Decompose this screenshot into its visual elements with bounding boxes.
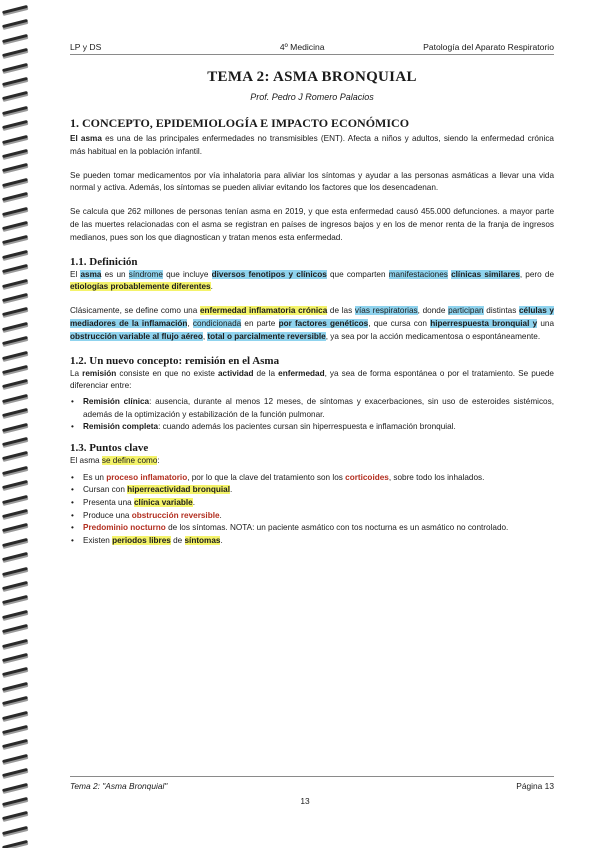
spiral-ring bbox=[2, 826, 28, 835]
spiral-ring bbox=[2, 595, 28, 604]
spiral-ring bbox=[2, 725, 28, 734]
list-item: • Presenta una clínica variable. bbox=[81, 497, 554, 510]
spiral-ring bbox=[2, 797, 28, 806]
page-header bbox=[70, 42, 554, 55]
remission-list bbox=[70, 396, 554, 434]
spiral-ring bbox=[2, 34, 28, 43]
spiral-ring bbox=[2, 754, 28, 763]
key-points-list bbox=[70, 472, 554, 548]
spiral-ring bbox=[2, 696, 28, 705]
spiral-ring bbox=[2, 336, 28, 345]
header-left: LP y DS bbox=[70, 42, 102, 52]
spiral-ring bbox=[2, 307, 28, 316]
spiral-ring bbox=[2, 581, 28, 590]
spiral-ring bbox=[2, 149, 28, 158]
list-item: • Existen periodos libres de síntomas. bbox=[81, 535, 554, 548]
section-1-2-heading: 1.2. Un nuevo concepto: remisión en el Asma bbox=[70, 354, 280, 367]
document-title: TEMA 2: ASMA BRONQUIAL bbox=[207, 69, 417, 85]
spiral-ring bbox=[2, 538, 28, 547]
spiral-ring bbox=[2, 494, 28, 503]
spiral-ring bbox=[2, 667, 28, 676]
section-1-paragraph-1: El asma es una de las principales enfermedades no transmisibles (ENT). Afecta a niños y adultos, siendo la enfermedad crónica más habitual en la población infantil. bbox=[70, 134, 554, 156]
section-1-paragraph-3: Se calcula que 262 millones de personas tenían asma en 2019, y que esta enfermedad causó 455.000 defunciones. a mayor parte de las muertes relacionadas con el asma se registran en países de ingresos bajos y en los de menor renta de la franja de ingresos medianos, pues son los que diagnostican y tratan menos esta enfermedad. bbox=[70, 207, 554, 242]
spiral-ring bbox=[2, 91, 28, 100]
header-center: 4º Medicina bbox=[279, 42, 325, 52]
spiral-ring bbox=[2, 394, 28, 403]
spiral-ring bbox=[2, 840, 28, 848]
spiral-ring bbox=[2, 62, 28, 71]
spiral-ring bbox=[2, 768, 28, 777]
spiral-ring bbox=[2, 221, 28, 230]
key-points-intro: El asma se define como: bbox=[70, 455, 160, 465]
spiral-ring bbox=[2, 106, 28, 115]
spiral-ring bbox=[2, 350, 28, 359]
spiral-ring bbox=[2, 192, 28, 201]
document-page bbox=[40, 34, 570, 824]
definition-paragraph-1: El asma es un síndrome que incluye diversos fenotipos y clínicos que comparten manifestaciones clínicas similares, pero de etiologías probablemente diferentes. bbox=[70, 269, 554, 292]
spiral-ring bbox=[2, 365, 28, 374]
spiral-ring bbox=[2, 48, 28, 57]
spiral-ring bbox=[2, 5, 28, 14]
spiral-ring bbox=[2, 739, 28, 748]
spiral-ring bbox=[2, 451, 28, 460]
spiral-ring bbox=[2, 264, 28, 273]
spiral-ring bbox=[2, 408, 28, 417]
list-item: • Cursan con hiperreactividad bronquial. bbox=[81, 484, 554, 497]
spiral-ring bbox=[2, 782, 28, 791]
spiral-ring bbox=[2, 322, 28, 331]
spiral-ring bbox=[2, 134, 28, 143]
spiral-ring bbox=[2, 638, 28, 647]
list-item: • Produce una obstrucción reversible. bbox=[81, 510, 554, 523]
footer-right: Página 13 bbox=[516, 781, 554, 791]
spiral-ring bbox=[2, 653, 28, 662]
spiral-ring bbox=[2, 682, 28, 691]
spiral-ring bbox=[2, 624, 28, 633]
spiral-ring bbox=[2, 610, 28, 619]
page-number: 13 bbox=[300, 796, 310, 806]
definition-paragraph-2: Clásicamente, se define como una enfermedad inflamatoria crónica de las vías respiratorias, donde participan distintas células y mediadores de la inflamación, condicionada en parte por factores genéticos, que cursa con hiperrespuesta bronquial y una obstrucción variable al flujo aéreo, total o parcialmente reversible, ya sea por la acción medicamentosa o espontáneamente. bbox=[70, 306, 554, 341]
list-item: • Remisión completa: cuando además los pacientes cursan sin hiperrespuesta e inflamación bronquial. bbox=[81, 421, 554, 434]
footer-left: Tema 2: "Asma Bronquial" bbox=[70, 781, 168, 791]
spiral-ring bbox=[2, 379, 28, 388]
section-1-heading: 1. CONCEPTO, EPIDEMIOLOGÍA E IMPACTO ECONÓMICO bbox=[70, 116, 410, 130]
spiral-ring bbox=[2, 523, 28, 532]
spiral-ring bbox=[2, 509, 28, 518]
list-item: • Remisión clínica: ausencia, durante al menos 12 meses, de síntomas y exacerbaciones, sin uso de esteroides sistémicos, además de la optimización y estabilización de la función pulmonar. bbox=[81, 396, 554, 421]
section-1-paragraph-2: Se pueden tomar medicamentos por vía inhalatoria para aliviar los síntomas y ayudar a las personas asmáticas a llevar una vida normal y activa. Además, los síntomas se pueden aliviar evitando los factores que los desencadenan. bbox=[70, 170, 554, 193]
list-item: • Predominio nocturno de los síntomas. NOTA: un paciente asmático con tos nocturna es un asmático no controlado. bbox=[81, 522, 554, 535]
spiral-ring bbox=[2, 437, 28, 446]
page-footer bbox=[70, 776, 554, 791]
spiral-ring bbox=[2, 250, 28, 259]
spiral-ring bbox=[2, 178, 28, 187]
document-author: Prof. Pedro J Romero Palacios bbox=[250, 92, 374, 102]
spiral-ring bbox=[2, 19, 28, 28]
spiral-ring bbox=[2, 566, 28, 575]
spiral-ring bbox=[2, 77, 28, 86]
spiral-ring bbox=[2, 466, 28, 475]
spiral-ring bbox=[2, 163, 28, 172]
spiral-ring bbox=[2, 278, 28, 287]
spiral-ring bbox=[2, 120, 28, 129]
spiral-ring bbox=[2, 710, 28, 719]
section-1-3-heading: 1.3. Puntos clave bbox=[70, 441, 149, 454]
header-right: Patología del Aparato Respiratorio bbox=[423, 42, 554, 52]
spiral-ring bbox=[2, 422, 28, 431]
spiral-ring bbox=[2, 552, 28, 561]
spiral-ring bbox=[2, 206, 28, 215]
spiral-ring bbox=[2, 235, 28, 244]
spiral-binding bbox=[0, 0, 34, 848]
spiral-ring bbox=[2, 811, 28, 820]
section-1-1-heading: 1.1. Definición bbox=[70, 255, 138, 268]
spiral-ring bbox=[2, 480, 28, 489]
spiral-ring bbox=[2, 293, 28, 302]
list-item: • Es un proceso inflamatorio, por lo que la clave del tratamiento son los corticoides, sobre todo los inhalados. bbox=[81, 472, 554, 485]
remission-paragraph: La remisión consiste en que no existe actividad de la enfermedad, ya sea de forma espontánea o por el tratamiento. Se puede diferenciar entre: bbox=[70, 368, 554, 391]
